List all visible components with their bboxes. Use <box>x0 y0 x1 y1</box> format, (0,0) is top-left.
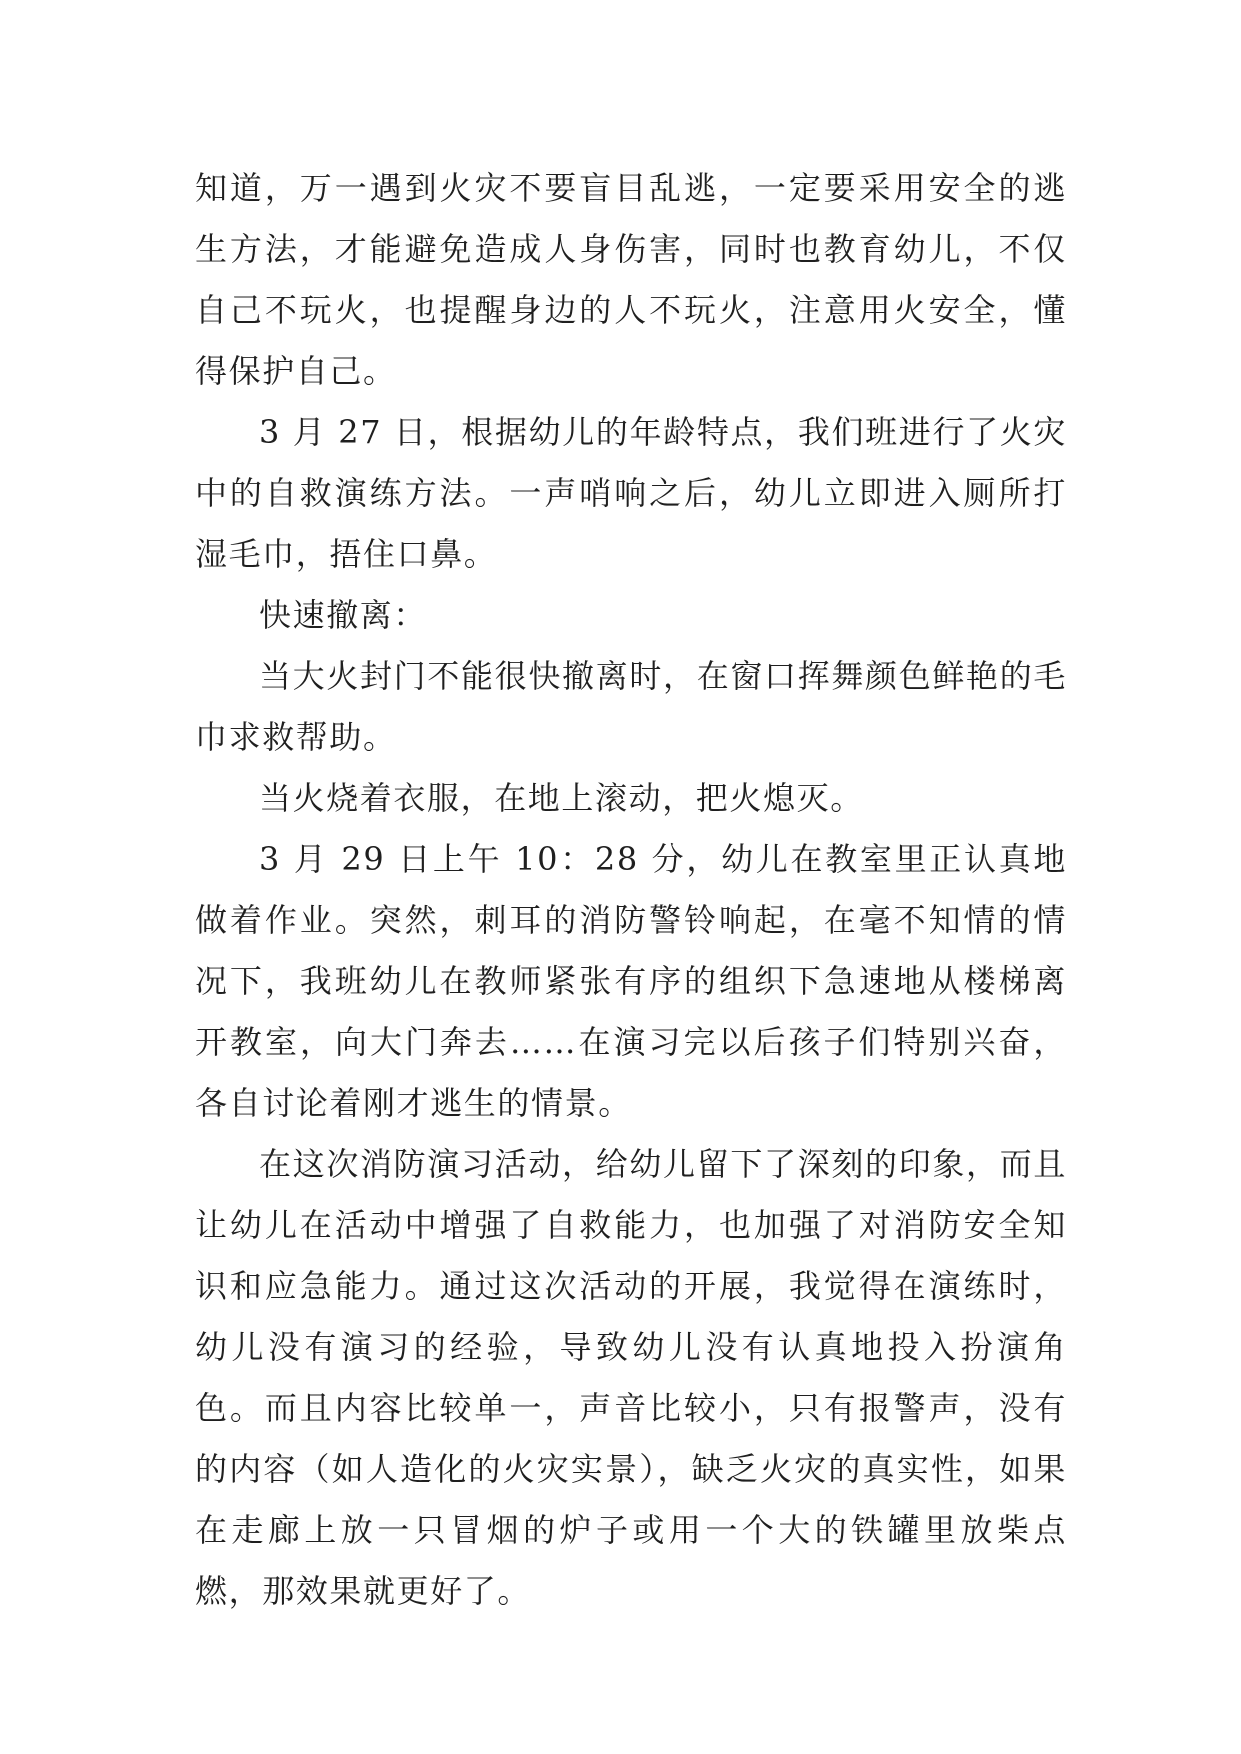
paragraph-quick-evacuation: 快速撤离： <box>259 596 428 634</box>
paragraph-roll-on-ground: 当火烧着衣服，在地上滚动，把火熄灭。 <box>259 779 864 817</box>
paragraph-march-29: 3 月 29 日上午 10：28 分，幼儿在教室里正认真地做着作业。突然，刺耳的消防警铃响起，在毫不知情的情况下，我班幼儿在教师紧张有序的组织下急速地从楼梯离开教室，向大门奔去……在演习完以后孩子们特别兴奋，各自讨论着刚才逃生的情景。 <box>195 840 1067 1122</box>
paragraph-reflection: 在这次消防演习活动，给幼儿留下了深刻的印象，而且让幼儿在活动中增强了自救能力，也加强了对消防安全知识和应急能力。通过这次活动的开展，我觉得在演练时，幼儿没有演习的经验，导致幼儿没有认真地投入扮演角色。而且内容比较单一，声音比较小，只有报警声，没有的内容（如人造化的火灾实景），缺乏火灾的真实性，如果在走廊上放一只冒烟的炉子或用一个大的铁罐里放柴点燃，那效果就更好了。 <box>195 1145 1067 1610</box>
paragraph-window-signal: 当大火封门不能很快撤离时，在窗口挥舞颜色鲜艳的毛巾求救帮助。 <box>195 657 1067 756</box>
document-body <box>195 158 1067 1622</box>
paragraph-continued: 知道，万一遇到火灾不要盲目乱逃，一定要采用安全的逃生方法，才能避免造成人身伤害，同时也教育幼儿，不仅自己不玩火，也提醒身边的人不玩火，注意用火安全，懂得保护自己。 <box>195 169 1067 390</box>
paragraph-march-27: 3 月 27 日，根据幼儿的年龄特点，我们班进行了火灾中的自救演练方法。一声哨响之后，幼儿立即进入厕所打湿毛巾，捂住口鼻。 <box>195 413 1067 573</box>
